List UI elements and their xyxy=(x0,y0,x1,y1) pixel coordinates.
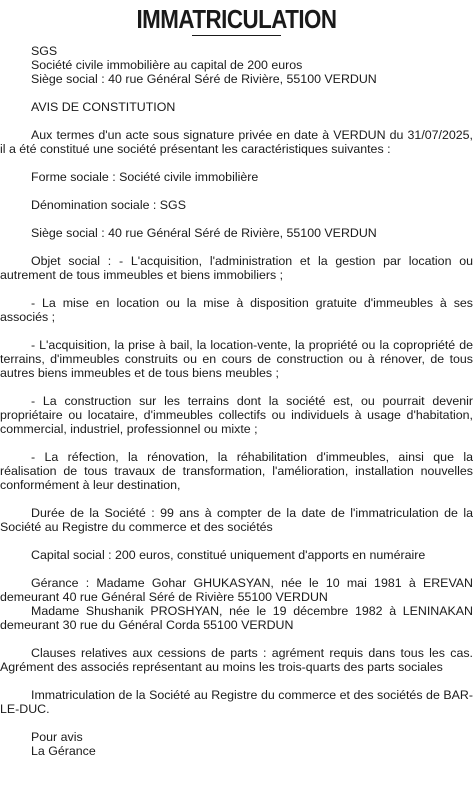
paragraph-denomination: Dénomination sociale : SGS xyxy=(31,198,186,212)
notice-type: AVIS DE CONSTITUTION xyxy=(31,100,176,114)
paragraph-immatriculation: Immatriculation de la Société au Registre du commerce et des sociétés de BAR-LE-DUC. xyxy=(0,688,473,716)
paragraph-gerance-1: Gérance : Madame Gohar GHUKASYAN, née le 10 mai 1981 à EREVAN demeurant 40 rue Général Séré de Rivière 55100 VERDUN xyxy=(0,576,473,604)
signature-pour-avis: Pour avis xyxy=(31,730,83,744)
paragraph-objet-2: - La mise en location ou la mise à disposition gratuite d'immeubles à ses associés ; xyxy=(0,296,473,324)
company-siege: Siège social : 40 rue Général Séré de Rivière, 55100 VERDUN xyxy=(31,72,377,86)
paragraph-objet-1: Objet social : - L'acquisition, l'administration et la gestion par location ou autrement de tous immeubles et biens immobiliers ; xyxy=(0,254,473,282)
signature-block xyxy=(0,730,473,758)
paragraph-objet-4: - La construction sur les terrains dont la société est, ou pourrait devenir propriétaire ou locataire, d'immeubles collectifs ou individuels à usage d'habitation, commercial, industriel, professionnel ou mixte ; xyxy=(0,394,473,436)
signature-gerance: La Gérance xyxy=(31,744,96,758)
paragraph-capital: Capital social : 200 euros, constitué uniquement d'apports en numéraire xyxy=(31,548,426,562)
paragraph-objet-3: - L'acquisition, la prise à bail, la location-vente, la propriété ou la copropriété de terrains, d'immeubles construits ou en cours de construction ou à rénover, de tous autres biens immeubles et de tous biens meubles ; xyxy=(0,338,473,380)
company-capital: Société civile immobilière au capital de 200 euros xyxy=(31,58,303,72)
company-name: SGS xyxy=(31,44,58,58)
paragraph-clauses: Clauses relatives aux cessions de parts : agrément requis dans tous les cas. Agrément des associés représentant au moins les trois-quarts des parts sociales xyxy=(0,646,473,674)
notice-title: IMMATRICULATION xyxy=(136,4,337,34)
company-header xyxy=(0,44,473,86)
paragraph-intro: Aux termes d'un acte sous signature privée en date à VERDUN du 31/07/2025, il a été constitué une société présentant les caractéristiques suivantes : xyxy=(0,128,473,156)
paragraph-objet-5: - La réfection, la rénovation, la réhabilitation d'immeubles, ainsi que la réalisation de tous travaux de transformation, l'amélioration, installation nouvelles conformément à leur destination, xyxy=(0,450,473,492)
paragraph-duree: Durée de la Société : 99 ans à compter de la date de l'immatriculation de la Société au Registre du commerce et des sociétés xyxy=(0,506,473,534)
title-underline xyxy=(192,35,281,36)
paragraph-forme: Forme sociale : Société civile immobilière xyxy=(31,170,259,184)
paragraph-gerance-2: Madame Shushanik PROSHYAN, née le 19 décembre 1982 à LENINAKAN demeurant 30 rue du Général Corda 55100 VERDUN xyxy=(0,604,473,632)
notice-body xyxy=(0,44,473,772)
paragraph-siege: Siège social : 40 rue Général Séré de Rivière, 55100 VERDUN xyxy=(31,226,377,240)
